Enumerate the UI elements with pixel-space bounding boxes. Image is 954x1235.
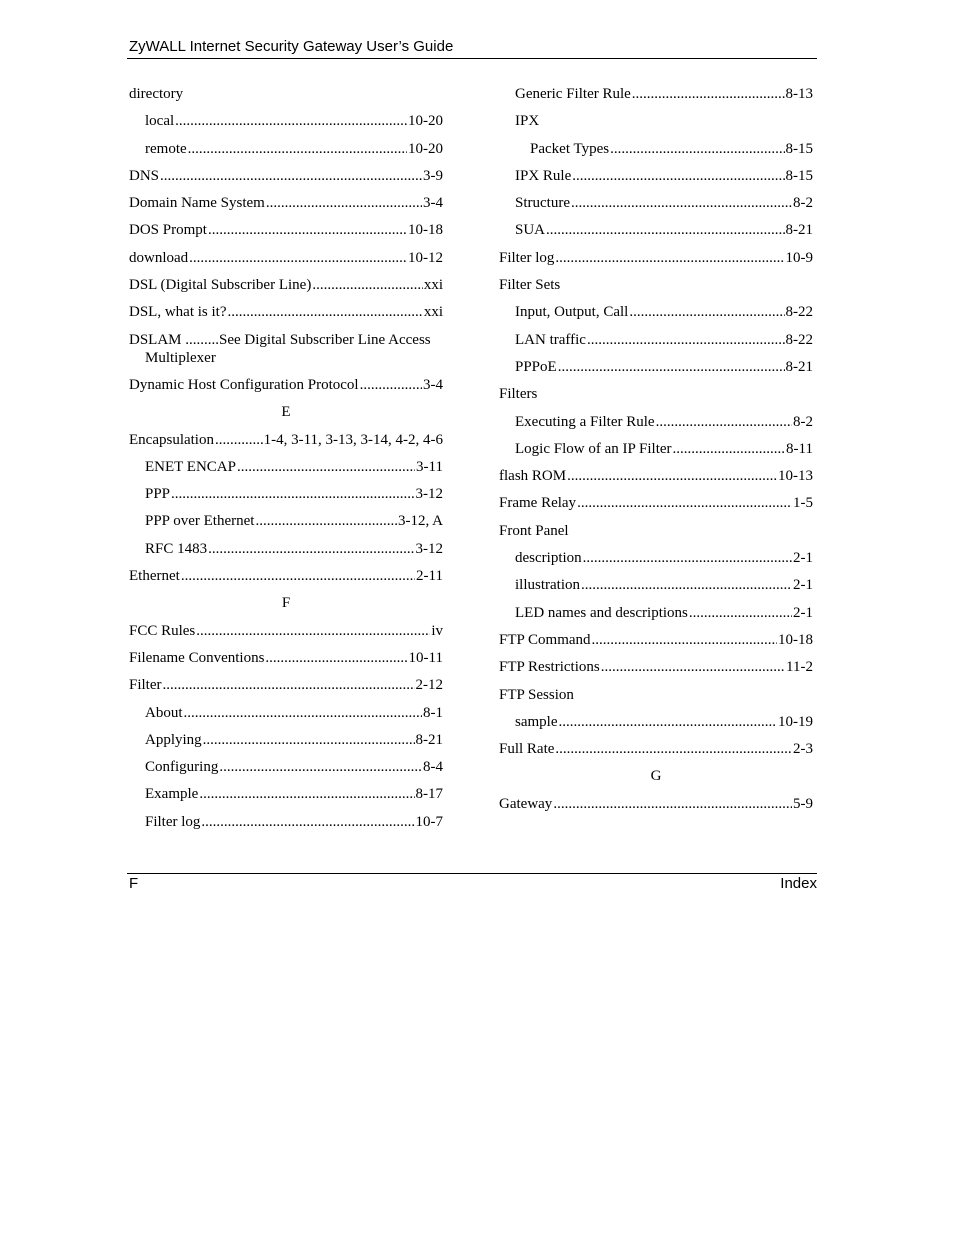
index-entry bbox=[499, 276, 813, 294]
index-entry bbox=[499, 549, 813, 567]
index-entry bbox=[129, 331, 443, 367]
index-entry-term: About bbox=[145, 704, 183, 721]
index-entry-page-ref: 1-4, 3-11, 3-13, 3-14, 4-2, 4-6 bbox=[263, 431, 443, 448]
index-entry-leader-dots bbox=[219, 758, 422, 776]
index-entry bbox=[499, 85, 813, 103]
index-entry-leader-dots bbox=[555, 249, 784, 267]
index-entry-page-ref: 2-3 bbox=[793, 741, 813, 758]
index-entry-page-ref: 5-9 bbox=[793, 795, 813, 812]
index-entry-leader-dots bbox=[196, 622, 430, 640]
index-entry bbox=[499, 221, 813, 239]
index-entry-term: directory bbox=[129, 86, 184, 102]
index-entry-page-ref: 3-12 bbox=[415, 486, 443, 503]
index-entry-leader-dots bbox=[184, 704, 423, 722]
index-entry-page-ref: 3-9 bbox=[423, 167, 443, 184]
index-entry-leader-dots bbox=[201, 813, 414, 831]
page-header-title: ZyWALL Internet Security Gateway User’s Guide bbox=[129, 38, 454, 55]
index-entry-term: Dynamic Host Configuration Protocol bbox=[129, 376, 359, 393]
index-entry-term: Applying bbox=[145, 731, 202, 748]
index-entry-page-ref: 8-13 bbox=[785, 86, 813, 102]
index-entry bbox=[499, 631, 813, 649]
index-entry-term: F bbox=[281, 595, 291, 612]
index-entry-term: FCC Rules bbox=[129, 622, 196, 639]
index-entry bbox=[129, 540, 443, 558]
index-entry-leader-dots bbox=[577, 494, 792, 512]
index-entry-term: DOS Prompt bbox=[129, 222, 207, 239]
index-entry-leader-dots bbox=[572, 167, 784, 185]
index-entry-page-ref: xxi bbox=[423, 304, 443, 321]
index-entry-page-ref: 1-5 bbox=[793, 495, 813, 512]
index-entry-term: Filter Sets bbox=[499, 277, 561, 294]
index-entry-page-ref: 8-17 bbox=[415, 786, 443, 803]
index-entry-leader-dots bbox=[228, 303, 423, 321]
index-entry-leader-dots bbox=[312, 276, 423, 294]
index-entry-term: DSL, what is it? bbox=[129, 304, 227, 321]
index-entry-leader-dots bbox=[559, 713, 778, 731]
index-entry-page-ref: 8-4 bbox=[423, 759, 443, 776]
index-entry-page-ref: iv bbox=[431, 622, 443, 639]
index-entry-term: LAN traffic bbox=[515, 331, 586, 348]
header-rule bbox=[127, 58, 817, 59]
index-entry-page-ref: 10-18 bbox=[778, 631, 813, 648]
index-entry-term: Ethernet bbox=[129, 568, 180, 585]
index-entry-term: Filter bbox=[129, 677, 162, 694]
index-entry-term: FTP Command bbox=[499, 631, 591, 648]
index-entry bbox=[129, 512, 443, 530]
index-entry-leader-dots bbox=[237, 458, 415, 476]
index-entry-page-ref: 8-21 bbox=[415, 731, 443, 748]
index-entry-term: Full Rate bbox=[499, 741, 555, 758]
index-entry-term: Filters bbox=[499, 386, 538, 403]
index-letter-heading bbox=[499, 767, 813, 785]
index-entry bbox=[129, 140, 443, 158]
index-entry-term: DSLAM .........See Digital Subscriber Line Access Multiplexer bbox=[129, 331, 431, 366]
index-entry-leader-dots bbox=[587, 331, 785, 349]
index-entry-leader-dots bbox=[266, 194, 422, 212]
index-entry-page-ref: 8-11 bbox=[786, 440, 813, 457]
index-entry bbox=[129, 813, 443, 831]
index-entry-leader-dots bbox=[581, 576, 792, 594]
index-entry-term: Generic Filter Rule bbox=[515, 86, 631, 102]
index-entry bbox=[499, 686, 813, 704]
index-entry bbox=[129, 649, 443, 667]
index-entry-page-ref: 8-15 bbox=[785, 140, 813, 157]
index-entry-leader-dots bbox=[553, 795, 792, 813]
index-entry-term: Front Panel bbox=[499, 522, 569, 539]
index-entry bbox=[129, 249, 443, 267]
index-entry-term: flash ROM bbox=[499, 468, 567, 485]
index-entry-term: Filter log bbox=[499, 249, 555, 266]
index-entry-term: DNS bbox=[129, 167, 160, 184]
index-letter-heading bbox=[129, 403, 443, 421]
index-entry bbox=[499, 140, 813, 158]
index-entry-term: Configuring bbox=[145, 759, 219, 776]
index-entry-page-ref: 3-4 bbox=[423, 376, 443, 393]
index-entry-term: E bbox=[281, 404, 291, 421]
index-entry-page-ref: 10-20 bbox=[408, 140, 443, 157]
index-entry bbox=[129, 622, 443, 640]
index-entry-leader-dots bbox=[656, 413, 792, 431]
index-entry-term: G bbox=[650, 768, 662, 785]
index-entry-leader-dots bbox=[163, 676, 415, 694]
index-entry bbox=[499, 713, 813, 731]
index-entry bbox=[499, 494, 813, 512]
index-entry bbox=[129, 303, 443, 321]
index-entry-term: Structure bbox=[515, 195, 570, 212]
index-entry-page-ref: 2-11 bbox=[416, 568, 443, 585]
index-column-left bbox=[129, 85, 443, 840]
index-entry-leader-dots bbox=[629, 303, 784, 321]
index-entry bbox=[499, 522, 813, 540]
index-entry-leader-dots bbox=[546, 221, 784, 239]
index-entry-leader-dots bbox=[188, 140, 407, 158]
index-entry-page-ref: 8-2 bbox=[793, 195, 813, 212]
index-entry-page-ref: 10-18 bbox=[408, 222, 443, 239]
index-entry-leader-dots bbox=[601, 658, 785, 676]
index-entry-leader-dots bbox=[160, 167, 422, 185]
index-entry-page-ref: 3-12 bbox=[415, 540, 443, 557]
index-entry-leader-dots bbox=[265, 649, 407, 667]
index-entry-page-ref: 8-22 bbox=[785, 304, 813, 321]
index-entry-term: Packet Types bbox=[530, 140, 610, 157]
index-letter-heading bbox=[129, 594, 443, 612]
index-column-right bbox=[499, 85, 813, 822]
index-entry-term: LED names and descriptions bbox=[515, 604, 688, 621]
index-entry bbox=[129, 485, 443, 503]
index-entry bbox=[499, 795, 813, 813]
index-entry-term: Encapsulation bbox=[129, 431, 214, 448]
index-entry-page-ref: 8-21 bbox=[785, 222, 813, 239]
index-entry bbox=[499, 604, 813, 622]
index-entry-page-ref: 2-1 bbox=[793, 604, 813, 621]
index-entry-page-ref: 2-1 bbox=[793, 550, 813, 567]
index-entry-page-ref: 10-12 bbox=[408, 249, 443, 266]
index-entry-leader-dots bbox=[181, 567, 415, 585]
index-entry-term: IPX bbox=[515, 113, 540, 130]
index-entry bbox=[499, 112, 813, 130]
index-entry-term: sample bbox=[515, 713, 558, 730]
index-entry-term: Gateway bbox=[499, 795, 553, 812]
index-entry bbox=[129, 376, 443, 394]
index-entry bbox=[499, 167, 813, 185]
index-entry bbox=[499, 331, 813, 349]
index-entry-leader-dots bbox=[360, 376, 422, 394]
index-entry-leader-dots bbox=[673, 440, 786, 458]
index-entry-leader-dots bbox=[632, 85, 785, 103]
index-entry bbox=[499, 413, 813, 431]
index-entry-leader-dots bbox=[171, 485, 414, 503]
index-entry-term: remote bbox=[145, 140, 187, 157]
index-entry-leader-dots bbox=[208, 540, 414, 558]
index-entry-term: ENET ENCAP bbox=[145, 458, 236, 475]
index-entry-term: description bbox=[515, 550, 582, 567]
index-entry-leader-dots bbox=[208, 221, 407, 239]
index-entry bbox=[129, 704, 443, 722]
index-entry-term: illustration bbox=[515, 577, 580, 594]
index-entry-page-ref: 10-13 bbox=[778, 468, 813, 485]
index-entry bbox=[129, 785, 443, 803]
index-entry-page-ref: 2-1 bbox=[793, 577, 813, 594]
index-entry bbox=[129, 194, 443, 212]
index-entry-term: Filename Conventions bbox=[129, 649, 265, 666]
index-entry bbox=[129, 758, 443, 776]
index-entry-leader-dots bbox=[215, 431, 263, 449]
index-entry-term: PPP over Ethernet bbox=[145, 513, 255, 530]
index-entry-leader-dots bbox=[571, 194, 792, 212]
index-entry-term: RFC 1483 bbox=[145, 540, 208, 557]
index-entry-term: Input, Output, Call bbox=[515, 304, 629, 321]
index-entry bbox=[129, 567, 443, 585]
index-entry-page-ref: 10-11 bbox=[408, 649, 443, 666]
index-entry bbox=[499, 358, 813, 376]
footer-section-letter: F bbox=[129, 875, 139, 892]
index-entry-leader-dots bbox=[175, 112, 407, 130]
index-entry-leader-dots bbox=[255, 512, 397, 530]
index-entry-page-ref: 10-9 bbox=[785, 249, 813, 266]
index-entry-page-ref: 2-12 bbox=[415, 677, 443, 694]
index-entry bbox=[499, 658, 813, 676]
index-entry-page-ref: 11-2 bbox=[786, 659, 813, 676]
index-entry-leader-dots bbox=[689, 604, 792, 622]
footer-rule bbox=[127, 873, 817, 874]
index-entry-page-ref: 8-15 bbox=[785, 167, 813, 184]
index-entry-leader-dots bbox=[199, 785, 414, 803]
index-entry-term: DSL (Digital Subscriber Line) bbox=[129, 277, 312, 294]
index-entry bbox=[129, 731, 443, 749]
index-entry-term: local bbox=[145, 113, 175, 130]
index-entry-leader-dots bbox=[558, 358, 785, 376]
index-entry-term: download bbox=[129, 249, 189, 266]
index-entry bbox=[499, 303, 813, 321]
index-entry-page-ref: 3-11 bbox=[416, 458, 443, 475]
index-entry-term: Filter log bbox=[145, 813, 201, 830]
index-entry-page-ref: 8-2 bbox=[793, 413, 813, 430]
index-entry-leader-dots bbox=[592, 631, 777, 649]
index-entry bbox=[129, 276, 443, 294]
index-entry-page-ref: xxi bbox=[423, 277, 443, 294]
index-entry-leader-dots bbox=[567, 467, 777, 485]
index-entry-term: Domain Name System bbox=[129, 195, 265, 212]
index-entry-page-ref: 10-20 bbox=[408, 113, 443, 130]
index-entry-term: IPX Rule bbox=[515, 167, 572, 184]
index-entry-leader-dots bbox=[610, 140, 784, 158]
index-entry bbox=[129, 85, 443, 103]
index-entry-page-ref: 3-4 bbox=[423, 195, 443, 212]
index-entry bbox=[499, 194, 813, 212]
index-entry bbox=[129, 458, 443, 476]
index-entry bbox=[499, 467, 813, 485]
index-entry bbox=[129, 167, 443, 185]
index-entry-term: PPPoE bbox=[515, 358, 557, 375]
index-entry-leader-dots bbox=[583, 549, 792, 567]
index-entry-page-ref: 8-22 bbox=[785, 331, 813, 348]
index-entry-term: FTP Session bbox=[499, 686, 574, 703]
index-entry bbox=[499, 440, 813, 458]
index-entry bbox=[129, 676, 443, 694]
index-entry-page-ref: 10-7 bbox=[415, 813, 443, 830]
index-entry bbox=[499, 740, 813, 758]
index-entry-page-ref: 3-12, A bbox=[398, 513, 443, 530]
index-entry bbox=[499, 576, 813, 594]
index-entry bbox=[129, 112, 443, 130]
index-entry bbox=[129, 431, 443, 449]
index-entry-term: Frame Relay bbox=[499, 495, 577, 512]
index-entry bbox=[499, 385, 813, 403]
index-entry bbox=[129, 221, 443, 239]
index-entry-page-ref: 10-19 bbox=[778, 713, 813, 730]
index-entry-term: SUA bbox=[515, 222, 546, 239]
index-entry-term: FTP Restrictions bbox=[499, 659, 600, 676]
index-entry-page-ref: 8-21 bbox=[785, 358, 813, 375]
index-entry-page-ref: 8-1 bbox=[423, 704, 443, 721]
index-entry-term: PPP bbox=[145, 486, 171, 503]
index-entry-term: Executing a Filter Rule bbox=[515, 413, 655, 430]
footer-index-label: Index bbox=[780, 875, 817, 892]
index-entry-term: Logic Flow of an IP Filter bbox=[515, 440, 672, 457]
index-entry-term: Example bbox=[145, 786, 199, 803]
index-entry-leader-dots bbox=[555, 740, 792, 758]
index-entry bbox=[499, 249, 813, 267]
index-entry-leader-dots bbox=[203, 731, 415, 749]
index-entry-leader-dots bbox=[189, 249, 407, 267]
